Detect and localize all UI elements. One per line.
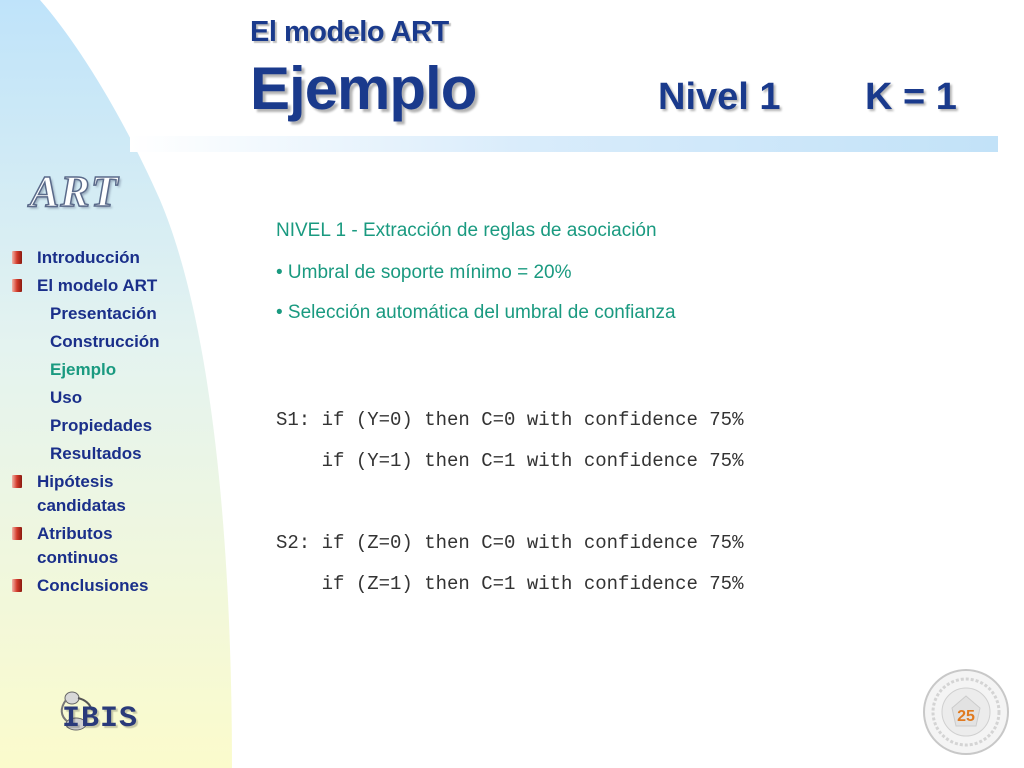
content-bullet-support: • Umbral de soporte mínimo = 20% (276, 262, 572, 283)
rule-s2-line2: if (Z=1) then C=1 with confidence 75% (276, 573, 744, 595)
nav-item-hipotesis-candidatas[interactable] (0, 470, 157, 518)
content-heading: NIVEL 1 - Extracción de reglas de asociación (276, 220, 657, 241)
nav-item-label: Introducción (37, 248, 140, 267)
slide-level-label: Nivel 1 (658, 76, 781, 118)
nav-item-label: Construcción (50, 332, 160, 351)
nav-item-label: Ejemplo (50, 360, 117, 379)
nav-item-label: Uso (50, 388, 83, 407)
nav-item-propiedades[interactable] (0, 414, 230, 438)
slide-supertitle: El modelo ART (250, 16, 449, 48)
nav-item-resultados[interactable] (0, 442, 230, 466)
nav-item-label: Presentación (50, 304, 157, 323)
nav-item-label: Conclusiones (37, 576, 149, 595)
rule-s1-line2: if (Y=1) then C=1 with confidence 75% (276, 450, 744, 472)
nav-item-el-modelo-art[interactable] (0, 274, 230, 298)
red-bullet-icon (12, 579, 22, 592)
nav-item-introduccion[interactable] (0, 246, 230, 270)
nav-item-atributos-continuos[interactable] (0, 522, 147, 570)
sidebar-nav (0, 246, 230, 602)
nav-item-label: Resultados (50, 444, 142, 463)
rule-s2-line1: S2: if (Z=0) then C=0 with confidence 75% (276, 532, 744, 554)
red-bullet-icon (12, 475, 22, 488)
content-bullet-confidence: • Selección automática del umbral de confianza (276, 302, 676, 323)
title-underline-bar (130, 136, 998, 152)
nav-item-construccion[interactable] (0, 330, 230, 354)
nav-item-label: Propiedades (50, 416, 153, 435)
rule-s1-line1: S1: if (Y=0) then C=0 with confidence 75% (276, 409, 744, 431)
slide-k-label: K = 1 (865, 76, 957, 118)
red-bullet-icon (12, 527, 22, 540)
nav-item-label: Hipótesis candidatas (37, 472, 126, 515)
nav-item-label: Atributos continuos (37, 524, 119, 567)
ibis-logo: IBIS (62, 702, 139, 736)
red-bullet-icon (12, 279, 22, 292)
art-logo: ART (30, 167, 119, 216)
page-number: 25 (957, 708, 975, 725)
nav-item-presentacion[interactable] (0, 302, 230, 326)
slide-title: Ejemplo (250, 55, 477, 122)
nav-item-ejemplo[interactable] (0, 358, 230, 382)
red-bullet-icon (12, 251, 22, 264)
nav-item-uso[interactable] (0, 386, 230, 410)
nav-item-label: El modelo ART (37, 276, 158, 295)
nav-item-conclusiones[interactable] (0, 574, 230, 598)
